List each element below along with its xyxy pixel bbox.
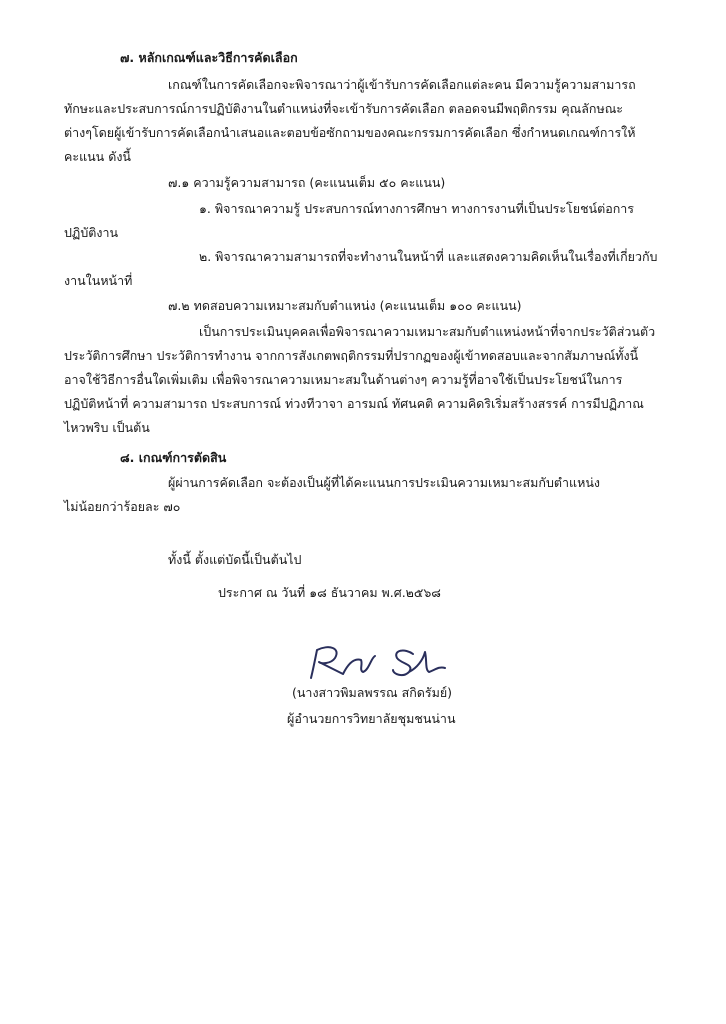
subsection-7-1-heading: ๗.๑ ความรู้ความสามารถ (คะแนนเต็ม ๕๐ คะแนน) (168, 175, 446, 190)
section-8-paragraph-line: ไม่น้อยกว่าร้อยละ ๗๐ (64, 499, 181, 514)
subsection-7-2-paragraph-line: ประวัติการศึกษา ประวัติการทำงาน จากการสังเกตพฤติกรรมที่ปรากฏของผู้เข้าทดสอบและจากสัมภาษณ์ทั้งนี้ (64, 348, 639, 363)
section-7-paragraph-line: คะแนน ดังนี้ (64, 149, 131, 164)
subsection-7-1-item-1-line: ปฏิบัติงาน (64, 225, 119, 240)
subsection-7-1-item-2-line: งานในหน้าที่ (64, 273, 133, 288)
announcement-date: ประกาศ ณ วันที่ ๑๘ ธันวาคม พ.ศ.๒๕๖๘ (218, 585, 441, 600)
handwritten-signature (305, 640, 455, 684)
signer-title: ผู้อำนวยการวิทยาลัยชุมชนน่าน (287, 711, 456, 726)
section-8-paragraph-line: ผู้ผ่านการคัดเลือก จะต้องเป็นผู้ที่ได้คะแนนการประเมินความเหมาะสมกับตำแหน่ง (168, 475, 600, 490)
subsection-7-2-paragraph-line: เป็นการประเมินบุคคลเพื่อพิจารณาความเหมาะสมกับตำแหน่งหน้าที่จากประวัติส่วนตัว (199, 324, 656, 339)
section-7-paragraph-line: เกณฑ์ในการคัดเลือกจะพิจารณาว่าผู้เข้ารับการคัดเลือกแต่ละคน มีความรู้ความสามารถ (168, 77, 636, 92)
subsection-7-1-item-1-line: ๑. พิจารณาความรู้ ประสบการณ์ทางการศึกษา ทางการงานที่เป็นประโยชน์ต่อการ (199, 201, 635, 216)
subsection-7-2-paragraph-line: ปฏิบัติหน้าที่ ความสามารถ ประสบการณ์ ท่วงทีวาจา อารมณ์ ทัศนคติ ความคิดริเริ่มสร้างสรรค์ การมีปฏิภาณ (64, 396, 644, 411)
section-7-paragraph-line: ต่างๆโดยผู้เข้ารับการคัดเลือกนำเสนอและตอบข้อซักถามของคณะกรรมการคัดเลือก ซึ่งกำหนดเกณฑ์การให้ (64, 125, 636, 140)
subsection-7-2-paragraph-line: ไหวพริบ เป็นต้น (64, 420, 150, 435)
signer-name: (นางสาวพิมลพรรณ สกิดรัมย์) (292, 685, 453, 700)
closing-statement: ทั้งนี้ ตั้งแต่บัดนี้เป็นต้นไป (168, 552, 302, 567)
subsection-7-2-paragraph-line: อาจใช้วิธีการอื่นใดเพิ่มเติม เพื่อพิจารณาความเหมาะสมในด้านต่างๆ ความรู้ที่อาจใช้เป็นประโยชน์ในการ (64, 372, 623, 387)
subsection-7-1-item-2-line: ๒. พิจารณาความสามารถที่จะทำงานในหน้าที่ และแสดงความคิดเห็นในเรื่องที่เกี่ยวกับ (199, 249, 658, 264)
subsection-7-2-heading: ๗.๒ ทดสอบความเหมาะสมกับตำแหน่ง (คะแนนเต็ม ๑๐๐ คะแนน) (168, 298, 522, 313)
section-7-heading: ๗. หลักเกณฑ์และวิธีการคัดเลือก (120, 50, 298, 65)
section-8-heading: ๘. เกณฑ์การตัดสิน (120, 450, 227, 465)
section-7-paragraph-line: ทักษะและประสบการณ์การปฏิบัติงานในตำแหน่งที่จะเข้ารับการคัดเลือก ตลอดจนมีพฤติกรรม คุณลักษณะ (64, 101, 624, 116)
